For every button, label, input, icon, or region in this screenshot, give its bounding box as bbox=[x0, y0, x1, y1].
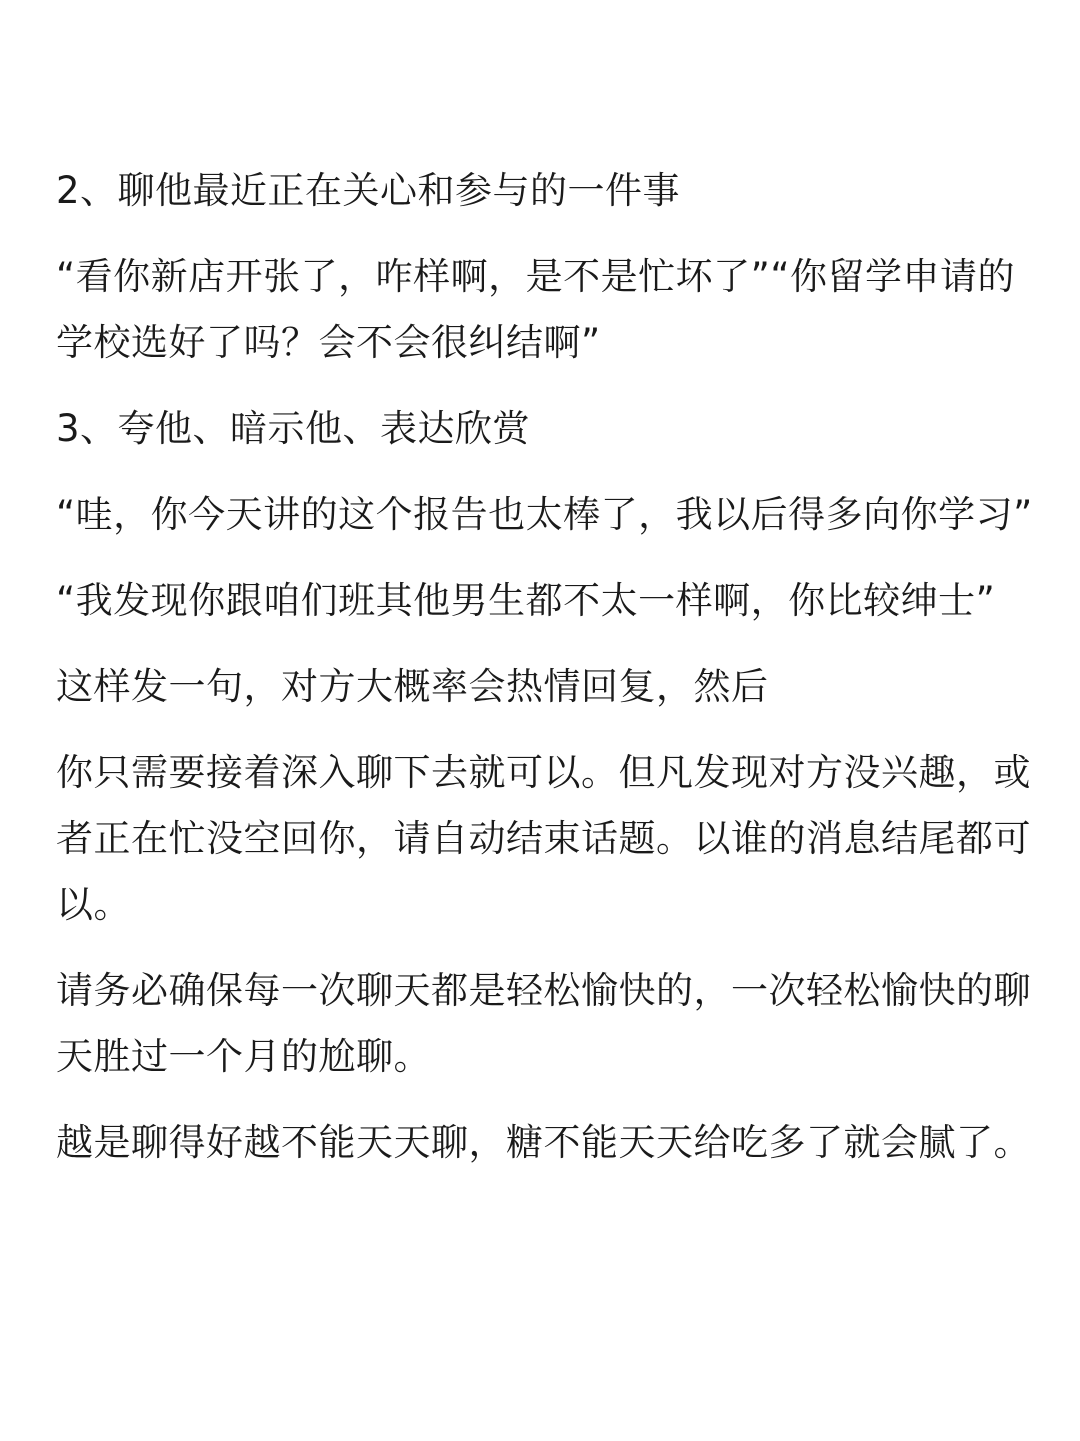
body-paragraph-continue: 你只需要接着深入聊下去就可以。但凡发现对方没兴趣，或者正在忙没空回你，请自动结束话题。以谁的消息结尾都可以。 bbox=[56, 751, 1031, 926]
body-paragraph-pleasant: 请务必确保每一次聊天都是轻松愉快的，一次轻松愉快的聊天胜过一个月的尬聊。 bbox=[56, 969, 1031, 1078]
section-heading-2: 2、聊他最近正在关心和参与的一件事 bbox=[56, 169, 681, 212]
example-quote-report: “哇，你今天讲的这个报告也太棒了，我以后得多向你学习” bbox=[56, 493, 1033, 536]
example-quote-new-shop: “看你新店开张了，咋样啊，是不是忙坏了”“你留学申请的学校选好了吗？会不会很纠结啊” bbox=[56, 255, 1016, 364]
section-heading-3: 3、夸他、暗示他、表达欣赏 bbox=[56, 407, 531, 450]
article-body bbox=[56, 158, 1048, 1176]
body-paragraph-frequency: 越是聊得好越不能天天聊，糖不能天天给吃多了就会腻了。 bbox=[56, 1121, 1031, 1164]
example-quote-gentleman: “我发现你跟咱们班其他男生都不太一样啊，你比较绅士” bbox=[56, 579, 996, 622]
body-paragraph-reply: 这样发一句，对方大概率会热情回复，然后 bbox=[56, 665, 769, 708]
